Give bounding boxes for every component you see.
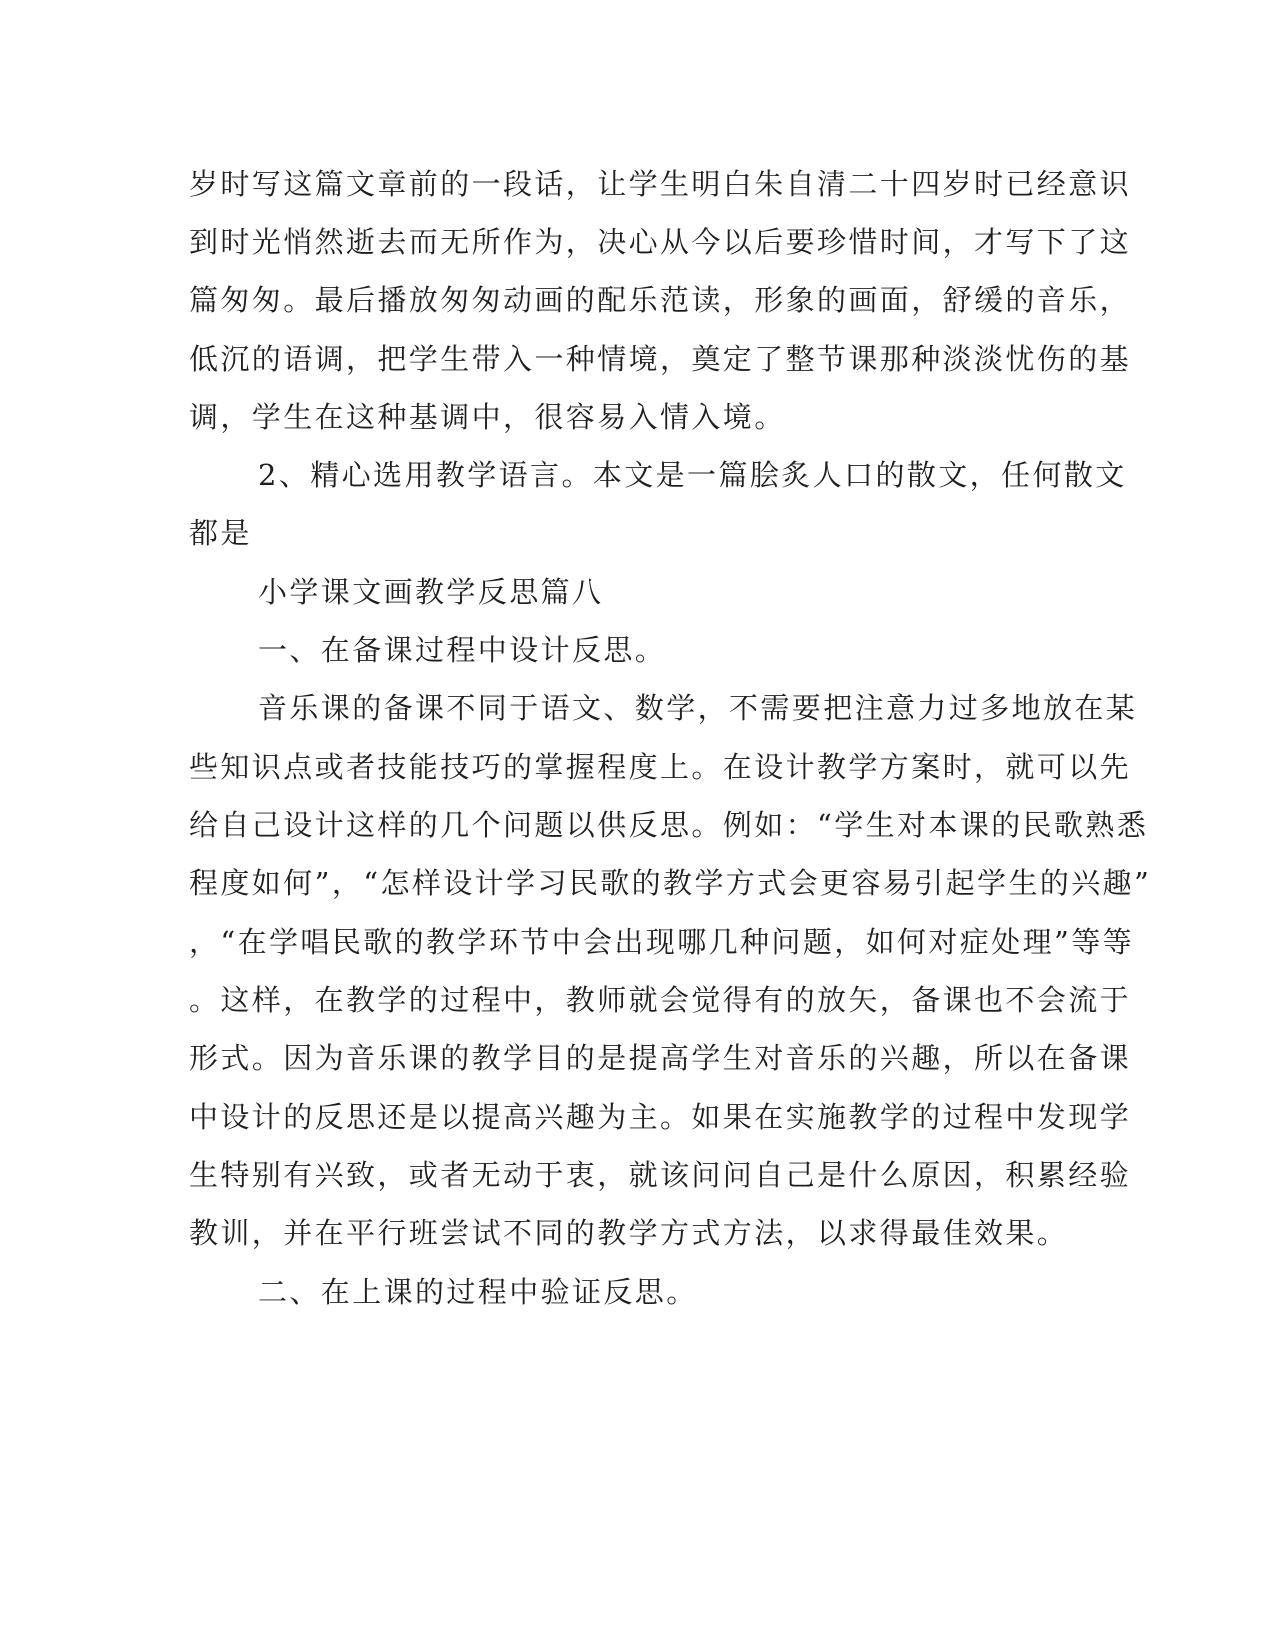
text-line: 形式。因为音乐课的教学目的是提高学生对音乐的兴趣，所以在备课 <box>189 1041 1132 1075</box>
text-line: 低沉的语调，把学生带入一种情境，奠定了整节课那种淡淡忧伤的基 <box>189 342 1132 376</box>
text-line: 些知识点或者技能技巧的掌握程度上。在设计教学方案时，就可以先 <box>189 750 1132 784</box>
text-line: 调，学生在这种基调中，很容易入情入境。 <box>189 400 786 434</box>
text-line: 教训，并在平行班尝试不同的教学方式方法，以求得最佳效果。 <box>189 1216 1069 1250</box>
text-line: 音乐课的备课不同于语文、数学，不需要把注意力过多地放在某 <box>258 691 1138 725</box>
text-line: ，“在学唱民歌的教学环节中会出现哪几种问题，如何对症处理”等等 <box>189 925 1135 959</box>
text-line: 都是 <box>189 516 252 550</box>
text-line: 2、精心选用教学语言。本文是一篇脍炙人口的散文，任何散文 <box>258 458 1127 492</box>
section-title: 小学课文画教学反思篇八 <box>258 575 604 609</box>
text-line: 。这样，在教学的过程中，教师就会觉得有的放矢，备课也不会流于 <box>189 983 1132 1017</box>
section-heading: 一、在备课过程中设计反思。 <box>258 633 667 667</box>
text-line: 到时光悄然逝去而无所作为，决心从今以后要珍惜时间，才写下了这 <box>189 225 1132 259</box>
text-line: 篇匆匆。最后播放匆匆动画的配乐范读，形象的画面，舒缓的音乐， <box>189 283 1132 317</box>
text-line: 中设计的反思还是以提高兴趣为主。如果在实施教学的过程中发现学 <box>189 1100 1132 1134</box>
text-line: 生特别有兴致，或者无动于衷，就该问问自己是什么原因，积累经验 <box>189 1158 1132 1192</box>
text-line: 给自己设计这样的几个问题以供反思。例如：“学生对本课的民歌熟悉 <box>189 808 1149 842</box>
section-heading: 二、在上课的过程中验证反思。 <box>258 1275 698 1309</box>
text-line: 岁时写这篇文章前的一段话，让学生明白朱自清二十四岁时已经意识 <box>189 167 1132 201</box>
text-line: 程度如何”，“怎样设计学习民歌的教学方式会更容易引起学生的兴趣” <box>189 866 1152 900</box>
